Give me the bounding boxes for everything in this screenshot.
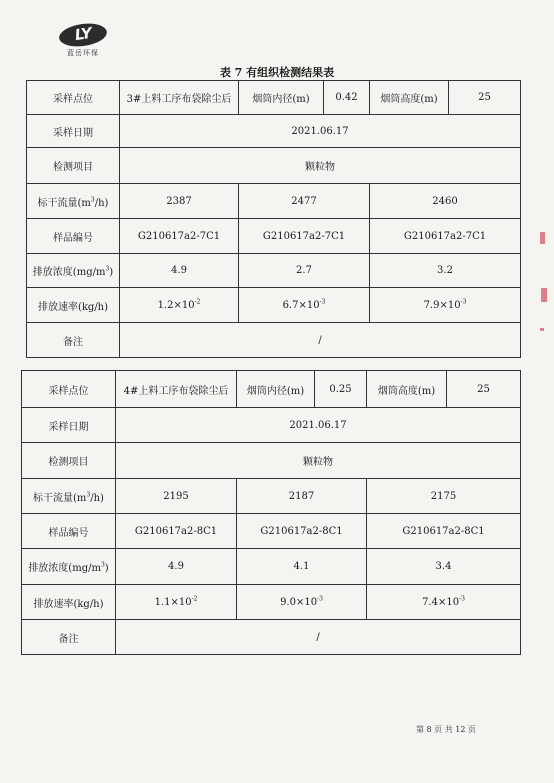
- table-row: [22, 620, 521, 655]
- table-title: 表 7 有组织检测结果表: [219, 66, 335, 79]
- flow-value: 2477: [239, 184, 370, 219]
- inner-diameter-value: 0.25: [315, 371, 367, 408]
- item-value: 颗粒物: [116, 443, 521, 479]
- seal-fragment: [540, 328, 544, 331]
- concentration-value: 2.7: [239, 254, 370, 288]
- date-value: 2021.06.17: [120, 115, 521, 148]
- item-label: 检测项目: [27, 148, 120, 184]
- remarks-label: 备注: [22, 620, 116, 655]
- table-row: [22, 585, 521, 620]
- rate-value: $9.0\times 10^{-3}$: [237, 585, 367, 620]
- table-row: [22, 408, 521, 443]
- sample-id-label: 样品编号: [27, 219, 120, 254]
- rate-value: $7.9\times 10^{-3}$: [370, 288, 521, 323]
- rate-value: $1.1\times 10^{-2}$: [116, 585, 237, 620]
- date-value: 2021.06.17: [116, 408, 521, 443]
- rate-label: 排放速率(kg/h): [22, 585, 116, 620]
- sample-id-value: G210617a2-7C1: [120, 219, 239, 254]
- concentration-label: 排放浓度$(mg/m^3)$: [27, 254, 120, 288]
- location-label: 采样点位: [27, 81, 120, 115]
- table-row: [27, 184, 521, 219]
- table-row: [27, 219, 521, 254]
- result-table-2: [21, 370, 521, 655]
- concentration-value: 4.9: [120, 254, 239, 288]
- flow-value: 2187: [237, 479, 367, 514]
- concentration-value: 4.1: [237, 549, 367, 585]
- date-label: 采样日期: [22, 408, 116, 443]
- flow-value: 2175: [367, 479, 521, 514]
- table-row: [27, 288, 521, 323]
- sample-id-value: G210617a2-8C1: [367, 514, 521, 549]
- logo-mark: [58, 21, 109, 49]
- inner-diameter-label: 烟筒内径(m): [237, 371, 315, 408]
- location-value: 4#上料工序布袋除尘后: [116, 371, 237, 408]
- remarks-value: /: [120, 323, 521, 358]
- flow-value: 2460: [370, 184, 521, 219]
- remarks-label: 备注: [27, 323, 120, 358]
- table-row: [27, 254, 521, 288]
- table-row: [22, 443, 521, 479]
- result-table-1: [26, 80, 521, 358]
- concentration-label: 排放浓度$(mg/m^3)$: [22, 549, 116, 585]
- logo-text: 蓝岳环保: [67, 49, 99, 57]
- location-label: 采样点位: [22, 371, 116, 408]
- height-value: 25: [449, 81, 521, 115]
- concentration-value: 4.9: [116, 549, 237, 585]
- sample-id-value: G210617a2-7C1: [370, 219, 521, 254]
- table-row: [27, 115, 521, 148]
- sample-id-value: G210617a2-8C1: [237, 514, 367, 549]
- sample-id-label: 样品编号: [22, 514, 116, 549]
- table-row: [27, 81, 521, 115]
- rate-value: $1.2\times 10^{-2}$: [120, 288, 239, 323]
- concentration-value: 3.4: [367, 549, 521, 585]
- table-row: [27, 323, 521, 358]
- table-row: [22, 549, 521, 585]
- rate-value: $7.4\times 10^{-3}$: [367, 585, 521, 620]
- item-value: 颗粒物: [120, 148, 521, 184]
- remarks-value: /: [116, 620, 521, 655]
- table-row: [22, 371, 521, 408]
- flow-label: 标干流量$(m^3/h)$: [27, 184, 120, 219]
- seal-fragment: [540, 232, 545, 244]
- table-row: [22, 514, 521, 549]
- concentration-value: 3.2: [370, 254, 521, 288]
- location-value: 3#上料工序布袋除尘后: [120, 81, 239, 115]
- flow-value: 2387: [120, 184, 239, 219]
- page-number: 第 8 页 共 12 页: [416, 725, 476, 734]
- inner-diameter-value: 0.42: [324, 81, 370, 115]
- table-row: [27, 148, 521, 184]
- date-label: 采样日期: [27, 115, 120, 148]
- table-row: [22, 479, 521, 514]
- rate-label: 排放速率(kg/h): [27, 288, 120, 323]
- flow-label: 标干流量$(m^3/h)$: [22, 479, 116, 514]
- height-value: 25: [447, 371, 521, 408]
- height-label: 烟筒高度(m): [367, 371, 447, 408]
- height-label: 烟筒高度(m): [370, 81, 449, 115]
- sample-id-value: G210617a2-7C1: [239, 219, 370, 254]
- company-logo: [57, 24, 109, 60]
- logo-mark-text: LY: [73, 23, 93, 45]
- sample-id-value: G210617a2-8C1: [116, 514, 237, 549]
- flow-value: 2195: [116, 479, 237, 514]
- item-label: 检测项目: [22, 443, 116, 479]
- inner-diameter-label: 烟筒内径(m): [239, 81, 324, 115]
- seal-fragment: [541, 288, 547, 302]
- rate-value: $6.7\times 10^{-3}$: [239, 288, 370, 323]
